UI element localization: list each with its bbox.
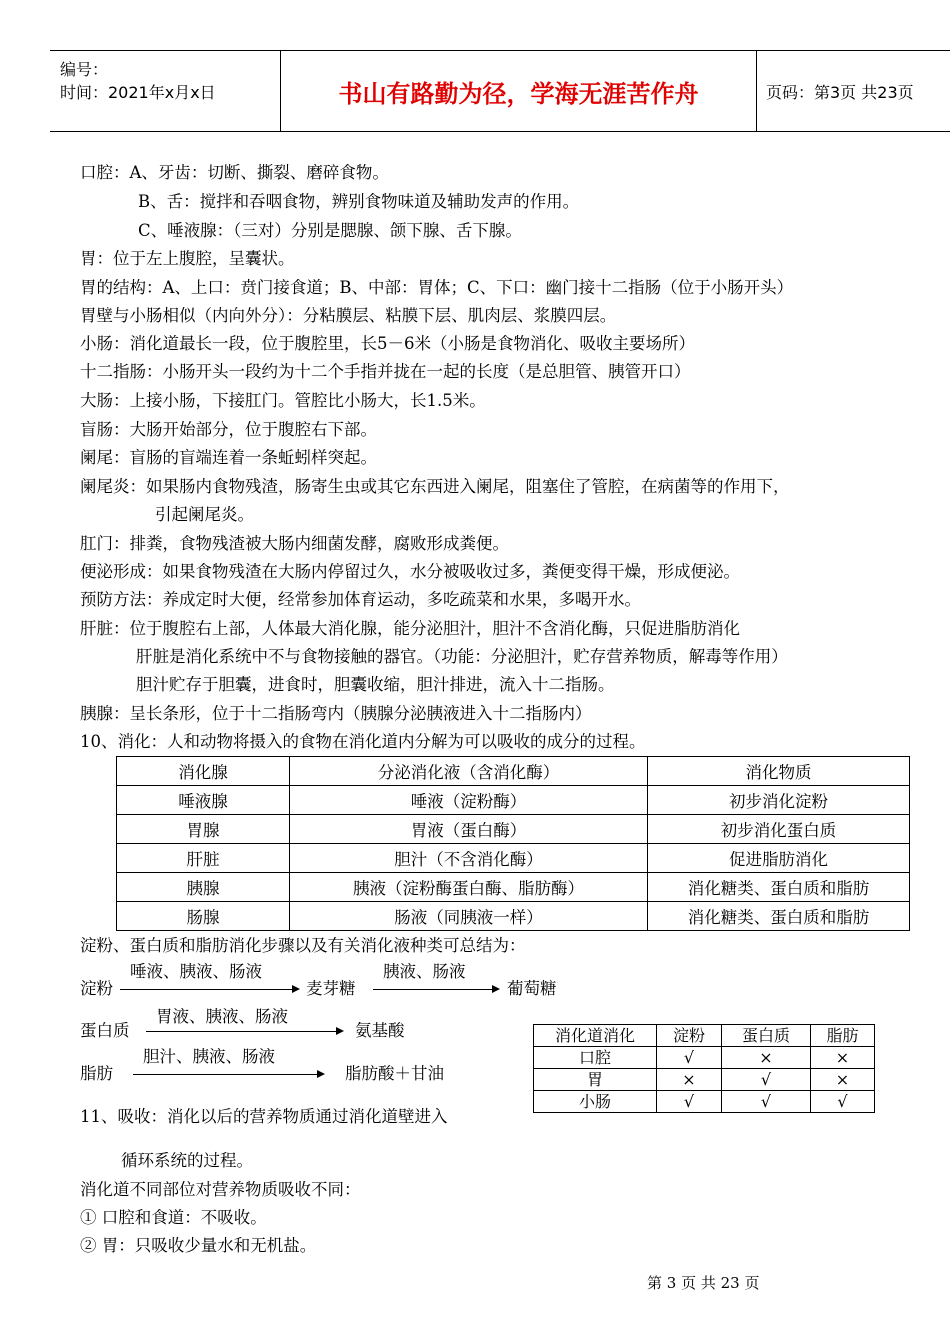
table-cell: √	[722, 1069, 811, 1091]
table-cell: 肝脏	[117, 844, 290, 873]
table-header-cell: 分泌消化液（含消化酶）	[290, 757, 648, 786]
table-cell: 小肠	[534, 1091, 657, 1113]
text-line: 10、消化：人和动物将摄入的食物在消化道内分解为可以吸收的成分的过程。	[80, 732, 646, 751]
table-header-cell: 消化道消化	[534, 1025, 657, 1047]
table-header-cell: 脂肪	[811, 1025, 875, 1047]
text-line: C、唾液腺：（三对）分别是腮腺、颌下腺、舌下腺。	[138, 221, 522, 240]
flow-fat-step: 胆汁、胰液、肠液	[143, 1047, 275, 1066]
table-cell: 胆汁（不含消化酶）	[290, 844, 648, 873]
table-header-cell: 淀粉	[657, 1025, 722, 1047]
table-row	[534, 1047, 875, 1069]
table-cell: 唾液腺	[117, 786, 290, 815]
absorption-line: 循环系统的过程。	[121, 1151, 253, 1170]
table-row	[117, 786, 910, 815]
arrow-icon	[133, 1074, 323, 1075]
text-line: 胃：位于左上腹腔，呈囊状。	[80, 249, 295, 268]
text-line: 胰腺：呈长条形，位于十二指肠弯内（胰腺分泌胰液进入十二指肠内）	[80, 704, 592, 723]
text-line: 口腔：A、牙齿：切断、撕裂、磨碎食物。	[80, 163, 389, 182]
text-line: 肛门：排粪，食物残渣被大肠内细菌发酵，腐败形成粪便。	[80, 534, 509, 553]
table-cell: 促进脂肪消化	[648, 844, 910, 873]
table-row	[534, 1091, 875, 1113]
digestion-table	[116, 756, 910, 931]
table-cell: 消化糖类、蛋白质和脂肪	[648, 902, 910, 931]
text-line: 肝脏是消化系统中不与食物接触的器官。（功能：分泌胆汁，贮存营养物质，解毒等作用）	[136, 647, 788, 666]
table-header-cell: 蛋白质	[722, 1025, 811, 1047]
text-line: 十二指肠：小肠开头一段约为十二个手指并拢在一起的长度（是总胆管、胰管开口）	[80, 362, 691, 381]
table-cell: 初步消化淀粉	[648, 786, 910, 815]
arrow-icon	[373, 989, 498, 990]
doc-time-label: 时间：2021年x月x日	[60, 83, 216, 102]
table-cell: ×	[722, 1047, 811, 1069]
flow-starch-end: 葡萄糖	[507, 979, 557, 998]
flow-fat-label: 脂肪	[80, 1064, 113, 1083]
flow-starch-mid: 麦芽糖	[306, 979, 356, 998]
absorption-line: 11、吸收：消化以后的营养物质通过消化道壁进入	[80, 1107, 448, 1126]
header-page-label: 页码：第3页 共23页	[766, 82, 914, 102]
flow-starch-step1: 唾液、胰液、肠液	[130, 962, 262, 981]
text-line: 引起阑尾炎。	[155, 505, 254, 524]
table-cell: ×	[811, 1047, 875, 1069]
table-cell: √	[722, 1091, 811, 1113]
text-line: 大肠：上接小肠，下接肛门。管腔比小肠大，长1.5米。	[80, 391, 486, 410]
header-meta	[50, 51, 280, 131]
text-line: 预防方法：养成定时大便，经常参加体育运动，多吃疏菜和水果，多喝开水。	[80, 590, 641, 609]
table-cell: 口腔	[534, 1047, 657, 1069]
flow-protein-end: 氨基酸	[355, 1021, 405, 1040]
table-cell: 胃液（蛋白酶）	[290, 815, 648, 844]
table-cell: √	[657, 1091, 722, 1113]
text-line: 盲肠：大肠开始部分，位于腹腔右下部。	[80, 420, 377, 439]
flow-starch-label: 淀粉	[80, 979, 113, 998]
table-cell: 肠腺	[117, 902, 290, 931]
text-line: 便泌形成：如果食物残渣在大肠内停留过久，水分被吸收过多，粪便变得干燥，形成便泌。	[80, 562, 740, 581]
arrow-icon	[120, 989, 298, 990]
doc-number-label: 编号：	[60, 60, 109, 79]
table-cell: √	[657, 1047, 722, 1069]
text-line: 胆汁贮存于胆囊，进食时，胆囊收缩，胆汁排进，流入十二指肠。	[136, 675, 615, 694]
table-row	[117, 873, 910, 902]
text-line: B、舌：搅拌和吞咽食物，辨别食物味道及辅助发声的作用。	[138, 192, 580, 211]
flow-protein-step: 胃液、胰液、肠液	[156, 1007, 288, 1026]
page-header	[50, 50, 950, 132]
table-row	[117, 815, 910, 844]
table-cell: 胰腺	[117, 873, 290, 902]
table-cell: 胰液（淀粉酶蛋白酶、脂肪酶）	[290, 873, 648, 902]
table-cell: 胃腺	[117, 815, 290, 844]
table-cell: ×	[657, 1069, 722, 1091]
table-header-row	[117, 757, 910, 786]
table-row	[117, 844, 910, 873]
table-cell: ×	[811, 1069, 875, 1091]
arrow-icon	[146, 1031, 342, 1032]
table-cell: 初步消化蛋白质	[648, 815, 910, 844]
table-header-cell: 消化腺	[117, 757, 290, 786]
flow-protein-label: 蛋白质	[80, 1021, 130, 1040]
absorption-item: ① 口腔和食道：不吸收。	[80, 1208, 267, 1227]
table-cell: 胃	[534, 1069, 657, 1091]
table-header-row	[534, 1025, 875, 1047]
table-cell: 肠液（同胰液一样）	[290, 902, 648, 931]
absorption-item: ② 胃：只吸收少量水和无机盐。	[80, 1236, 317, 1255]
header-motto: 书山有路勤为径，学海无涯苦作舟	[280, 51, 757, 131]
table-cell: √	[811, 1091, 875, 1113]
text-line: 阑尾：盲肠的盲端连着一条蚯蚓样突起。	[80, 448, 377, 467]
text-line: 胃的结构：A、上口：贲门接食道；B、中部：胃体；C、下口：幽门接十二指肠（位于小肠开头）	[80, 278, 794, 297]
text-line: 胃壁与小肠相似（内向外分）：分粘膜层、粘膜下层、肌肉层、浆膜四层。	[80, 306, 617, 325]
page-footer: 第 3 页 共 23 页	[647, 1274, 760, 1292]
text-line: 阑尾炎：如果肠内食物残渣，肠寄生虫或其它东西进入阑尾，阻塞住了管腔，在病菌等的作用下，	[80, 477, 790, 496]
table-row	[117, 902, 910, 931]
absorption-line: 消化道不同部位对营养物质吸收不同：	[80, 1180, 361, 1199]
table-cell: 消化糖类、蛋白质和脂肪	[648, 873, 910, 902]
text-line: 肝脏：位于腹腔右上部，人体最大消化腺，能分泌胆汁，胆汁不含消化酶，只促进脂肪消化	[80, 619, 740, 638]
tract-digestion-table	[533, 1024, 875, 1113]
summary-intro: 淀粉、蛋白质和脂肪消化步骤以及有关消化液种类可总结为：	[80, 936, 526, 955]
table-header-cell: 消化物质	[648, 757, 910, 786]
table-cell: 唾液（淀粉酶）	[290, 786, 648, 815]
table-row	[534, 1069, 875, 1091]
flow-fat-end: 脂肪酸＋甘油	[345, 1064, 444, 1083]
text-line: 小肠：消化道最长一段，位于腹腔里，长5－6米（小肠是食物消化、吸收主要场所）	[80, 334, 695, 353]
flow-starch-step2: 胰液、肠液	[383, 962, 466, 981]
